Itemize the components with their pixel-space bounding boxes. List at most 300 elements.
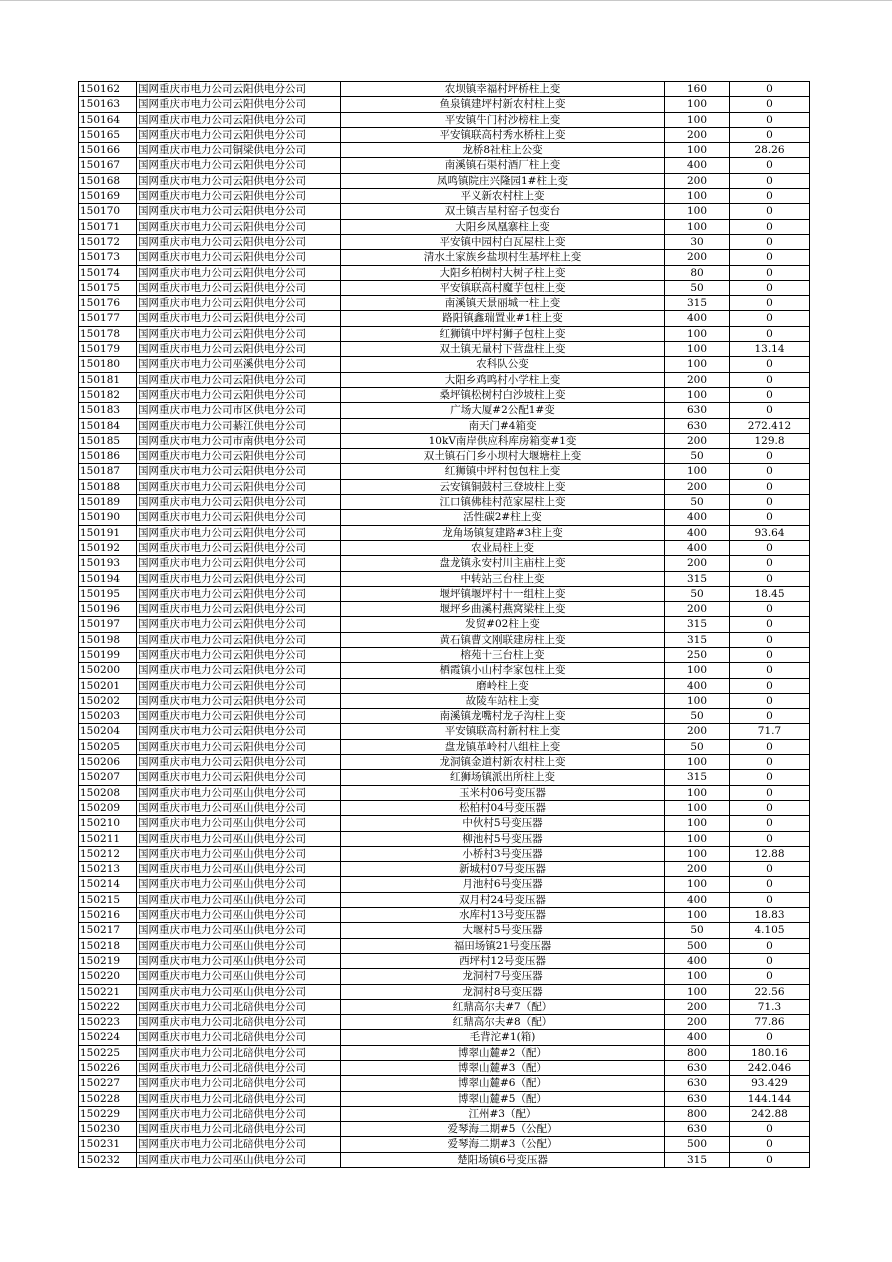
table-row [79,923,810,938]
company-cell: 国网重庆市电力公司巫山供电分公司 [137,908,341,923]
record-id-cell: 150210 [79,816,137,831]
record-id-cell: 150192 [79,540,137,555]
table-row [79,143,810,158]
value-cell: 0 [730,403,810,418]
capacity-cell: 100 [665,785,730,800]
transformer-name-cell: 西坪村12号变压器 [341,953,665,968]
record-id-cell: 150229 [79,1106,137,1121]
value-cell: 0 [730,602,810,617]
record-id-cell: 150163 [79,97,137,112]
value-cell: 0 [730,831,810,846]
value-cell: 180.16 [730,1045,810,1060]
table-row [79,1106,810,1121]
company-cell: 国网重庆市电力公司云阳供电分公司 [137,556,341,571]
company-cell: 国网重庆市电力公司市南供电分公司 [137,433,341,448]
capacity-cell: 100 [665,387,730,402]
table-row [79,678,810,693]
company-cell: 国网重庆市电力公司云阳供电分公司 [137,479,341,494]
table-row [79,984,810,999]
company-cell: 国网重庆市电力公司云阳供电分公司 [137,326,341,341]
record-id-cell: 150232 [79,1152,137,1167]
capacity-cell: 160 [665,82,730,97]
company-cell: 国网重庆市电力公司市区供电分公司 [137,403,341,418]
value-cell: 0 [730,479,810,494]
record-id-cell: 150213 [79,862,137,877]
company-cell: 国网重庆市电力公司云阳供电分公司 [137,250,341,265]
value-cell: 77.86 [730,1015,810,1030]
capacity-cell: 50 [665,495,730,510]
table-row [79,387,810,402]
record-id-cell: 150183 [79,403,137,418]
capacity-cell: 400 [665,678,730,693]
capacity-cell: 315 [665,571,730,586]
company-cell: 国网重庆市电力公司巫山供电分公司 [137,923,341,938]
table-row [79,464,810,479]
table-row [79,510,810,525]
value-cell: 0 [730,464,810,479]
value-cell: 0 [730,1152,810,1167]
transformer-name-cell: 桑坪镇松树村白沙坡柱上变 [341,387,665,402]
value-cell: 0 [730,739,810,754]
company-cell: 国网重庆市电力公司云阳供电分公司 [137,265,341,280]
company-cell: 国网重庆市电力公司巫山供电分公司 [137,953,341,968]
record-id-cell: 150209 [79,800,137,815]
transformer-name-cell: 平安镇中园村白瓦屋柱上变 [341,234,665,249]
table-row [79,724,810,739]
capacity-cell: 200 [665,556,730,571]
company-cell: 国网重庆市电力公司云阳供电分公司 [137,112,341,127]
transformer-name-cell: 故陵车站柱上变 [341,693,665,708]
value-cell: 0 [730,877,810,892]
transformer-name-cell: 发贸#02柱上变 [341,617,665,632]
table-row [79,418,810,433]
value-cell: 0 [730,540,810,555]
transformer-name-cell: 玉米村06号变压器 [341,785,665,800]
table-row [79,112,810,127]
record-id-cell: 150180 [79,357,137,372]
transformer-name-cell: 松柏村04号变压器 [341,800,665,815]
record-id-cell: 150224 [79,1030,137,1045]
transformer-name-cell: 水库村13号变压器 [341,908,665,923]
table-row [79,403,810,418]
table-row [79,617,810,632]
value-cell: 0 [730,632,810,647]
table-row [79,999,810,1014]
record-id-cell: 150172 [79,234,137,249]
capacity-cell: 800 [665,1045,730,1060]
record-id-cell: 150200 [79,663,137,678]
capacity-cell: 30 [665,234,730,249]
company-cell: 国网重庆市电力公司云阳供电分公司 [137,617,341,632]
company-cell: 国网重庆市电力公司巫山供电分公司 [137,877,341,892]
transformer-name-cell: 月池村6号变压器 [341,877,665,892]
transformer-name-cell: 大阳乡鸡鸣村小学柱上变 [341,372,665,387]
value-cell: 0 [730,189,810,204]
table-row [79,1015,810,1030]
capacity-cell: 80 [665,265,730,280]
table-row [79,357,810,372]
value-cell: 0 [730,953,810,968]
transformer-name-cell: 平安镇联高村新村柱上变 [341,724,665,739]
company-cell: 国网重庆市电力公司北碚供电分公司 [137,1122,341,1137]
transformer-name-cell: 10kV南岸供应科库房箱变#1变 [341,433,665,448]
transformer-name-cell: 盘龙镇永安村川主庙柱上变 [341,556,665,571]
company-cell: 国网重庆市电力公司云阳供电分公司 [137,82,341,97]
company-cell: 国网重庆市电力公司云阳供电分公司 [137,342,341,357]
value-cell: 272.412 [730,418,810,433]
company-cell: 国网重庆市电力公司北碚供电分公司 [137,1030,341,1045]
table-body [79,82,810,1168]
capacity-cell: 50 [665,280,730,295]
table-row [79,296,810,311]
capacity-cell: 100 [665,97,730,112]
table-row [79,938,810,953]
table-row [79,234,810,249]
company-cell: 国网重庆市电力公司云阳供电分公司 [137,158,341,173]
table-row [79,663,810,678]
value-cell: 0 [730,82,810,97]
company-cell: 国网重庆市电力公司云阳供电分公司 [137,189,341,204]
table-row [79,265,810,280]
transformer-name-cell: 毛背沱#1(箱) [341,1030,665,1045]
company-cell: 国网重庆市电力公司云阳供电分公司 [137,647,341,662]
record-id-cell: 150193 [79,556,137,571]
value-cell: 0 [730,785,810,800]
table-row [79,755,810,770]
company-cell: 国网重庆市电力公司云阳供电分公司 [137,219,341,234]
value-cell: 0 [730,311,810,326]
table-row [79,1045,810,1060]
page-top-rule [0,0,892,1]
table-row [79,1061,810,1076]
value-cell: 0 [730,296,810,311]
table-row [79,877,810,892]
capacity-cell: 400 [665,158,730,173]
transformer-name-cell: 江州#3（配） [341,1106,665,1121]
company-cell: 国网重庆市电力公司云阳供电分公司 [137,311,341,326]
capacity-cell: 400 [665,540,730,555]
table-row [79,862,810,877]
value-cell: 22.56 [730,984,810,999]
capacity-cell: 100 [665,816,730,831]
company-cell: 国网重庆市电力公司云阳供电分公司 [137,449,341,464]
transformer-name-cell: 福田场镇21号变压器 [341,938,665,953]
record-id-cell: 150185 [79,433,137,448]
capacity-cell: 200 [665,999,730,1014]
record-id-cell: 150167 [79,158,137,173]
capacity-cell: 200 [665,173,730,188]
capacity-cell: 200 [665,433,730,448]
company-cell: 国网重庆市电力公司云阳供电分公司 [137,234,341,249]
company-cell: 国网重庆市电力公司北碚供电分公司 [137,1076,341,1091]
table-row [79,709,810,724]
capacity-cell: 315 [665,632,730,647]
transformer-name-cell: 红鼎高尔夫#8（配） [341,1015,665,1030]
value-cell: 12.88 [730,846,810,861]
value-cell: 0 [730,127,810,142]
capacity-cell: 200 [665,479,730,494]
record-id-cell: 150228 [79,1091,137,1106]
transformer-name-cell: 榕苑十三台柱上变 [341,647,665,662]
company-cell: 国网重庆市电力公司綦江供电分公司 [137,418,341,433]
transformer-name-cell: 小桥村3号变压器 [341,846,665,861]
record-id-cell: 150215 [79,892,137,907]
company-cell: 国网重庆市电力公司云阳供电分公司 [137,755,341,770]
table-row [79,739,810,754]
capacity-cell: 315 [665,1152,730,1167]
capacity-cell: 400 [665,311,730,326]
company-cell: 国网重庆市电力公司云阳供电分公司 [137,173,341,188]
value-cell: 71.3 [730,999,810,1014]
transformer-name-cell: 博翠山麓#6（配） [341,1076,665,1091]
transformer-name-cell: 红狮镇中坪村狮子包柱上变 [341,326,665,341]
table-row [79,1076,810,1091]
table-row [79,311,810,326]
table-row [79,173,810,188]
table-row [79,1030,810,1045]
record-id-cell: 150216 [79,908,137,923]
transformer-name-cell: 广场大厦#2公配1#变 [341,403,665,418]
value-cell: 0 [730,862,810,877]
table-row [79,846,810,861]
table-row [79,342,810,357]
value-cell: 0 [730,326,810,341]
value-cell: 0 [730,387,810,402]
record-id-cell: 150176 [79,296,137,311]
transformer-name-cell: 中伙村5号变压器 [341,816,665,831]
record-id-cell: 150196 [79,602,137,617]
company-cell: 国网重庆市电力公司云阳供电分公司 [137,296,341,311]
capacity-cell: 630 [665,403,730,418]
value-cell: 0 [730,816,810,831]
transformer-table [78,81,810,1168]
value-cell: 0 [730,372,810,387]
company-cell: 国网重庆市电力公司云阳供电分公司 [137,464,341,479]
value-cell: 0 [730,357,810,372]
company-cell: 国网重庆市电力公司云阳供电分公司 [137,602,341,617]
value-cell: 0 [730,1137,810,1152]
company-cell: 国网重庆市电力公司铜梁供电分公司 [137,143,341,158]
company-cell: 国网重庆市电力公司巫山供电分公司 [137,969,341,984]
value-cell: 0 [730,800,810,815]
record-id-cell: 150164 [79,112,137,127]
value-cell: 18.45 [730,586,810,601]
record-id-cell: 150201 [79,678,137,693]
value-cell: 0 [730,280,810,295]
transformer-name-cell: 磨岭柱上变 [341,678,665,693]
company-cell: 国网重庆市电力公司云阳供电分公司 [137,510,341,525]
record-id-cell: 150202 [79,693,137,708]
company-cell: 国网重庆市电力公司云阳供电分公司 [137,709,341,724]
record-id-cell: 150220 [79,969,137,984]
record-id-cell: 150173 [79,250,137,265]
company-cell: 国网重庆市电力公司云阳供电分公司 [137,770,341,785]
record-id-cell: 150195 [79,586,137,601]
capacity-cell: 100 [665,831,730,846]
table-row [79,525,810,540]
value-cell: 0 [730,449,810,464]
value-cell: 0 [730,204,810,219]
company-cell: 国网重庆市电力公司云阳供电分公司 [137,540,341,555]
capacity-cell: 50 [665,739,730,754]
table-row [79,1122,810,1137]
capacity-cell: 100 [665,357,730,372]
company-cell: 国网重庆市电力公司云阳供电分公司 [137,97,341,112]
capacity-cell: 630 [665,418,730,433]
table-row [79,953,810,968]
transformer-name-cell: 南天门#4箱变 [341,418,665,433]
value-cell: 0 [730,1122,810,1137]
capacity-cell: 630 [665,1091,730,1106]
company-cell: 国网重庆市电力公司云阳供电分公司 [137,678,341,693]
record-id-cell: 150190 [79,510,137,525]
capacity-cell: 50 [665,449,730,464]
transformer-name-cell: 双月村24号变压器 [341,892,665,907]
transformer-name-cell: 南溪镇龙嘴村龙子沟柱上变 [341,709,665,724]
table-row [79,250,810,265]
capacity-cell: 400 [665,525,730,540]
company-cell: 国网重庆市电力公司北碚供电分公司 [137,1061,341,1076]
transformer-name-cell: 红狮镇中坪村包包柱上变 [341,464,665,479]
transformer-name-cell: 农业局柱上变 [341,540,665,555]
capacity-cell: 100 [665,219,730,234]
record-id-cell: 150221 [79,984,137,999]
capacity-cell: 100 [665,800,730,815]
transformer-name-cell: 堰坪镇堰坪村十一组柱上变 [341,586,665,601]
capacity-cell: 100 [665,143,730,158]
table-row [79,82,810,97]
table-row [79,479,810,494]
transformer-name-cell: 凤鸣镇院庄兴隆园1#柱上变 [341,173,665,188]
table-row [79,693,810,708]
record-id-cell: 150166 [79,143,137,158]
record-id-cell: 150199 [79,647,137,662]
record-id-cell: 150175 [79,280,137,295]
company-cell: 国网重庆市电力公司云阳供电分公司 [137,280,341,295]
capacity-cell: 200 [665,127,730,142]
company-cell: 国网重庆市电力公司巫山供电分公司 [137,846,341,861]
record-id-cell: 150162 [79,82,137,97]
record-id-cell: 150219 [79,953,137,968]
transformer-name-cell: 农坝镇幸福村坪桥柱上变 [341,82,665,97]
transformer-name-cell: 中转站三台柱上变 [341,571,665,586]
capacity-cell: 200 [665,372,730,387]
record-id-cell: 150187 [79,464,137,479]
transformer-name-cell: 南溪镇天景丽城一柱上变 [341,296,665,311]
company-cell: 国网重庆市电力公司巫山供电分公司 [137,816,341,831]
record-id-cell: 150217 [79,923,137,938]
transformer-name-cell: 龙洞镇金道村新农村柱上变 [341,755,665,770]
value-cell: 0 [730,173,810,188]
table-row [79,816,810,831]
capacity-cell: 100 [665,464,730,479]
table-row [79,204,810,219]
company-cell: 国网重庆市电力公司北碚供电分公司 [137,1106,341,1121]
value-cell: 0 [730,234,810,249]
capacity-cell: 200 [665,724,730,739]
transformer-name-cell: 大阳乡凤凰寨柱上变 [341,219,665,234]
value-cell: 0 [730,495,810,510]
company-cell: 国网重庆市电力公司云阳供电分公司 [137,663,341,678]
capacity-cell: 315 [665,617,730,632]
transformer-name-cell: 黄石镇曹文刚联建房柱上变 [341,632,665,647]
record-id-cell: 150205 [79,739,137,754]
company-cell: 国网重庆市电力公司巫山供电分公司 [137,938,341,953]
record-id-cell: 150225 [79,1045,137,1060]
capacity-cell: 50 [665,923,730,938]
company-cell: 国网重庆市电力公司云阳供电分公司 [137,739,341,754]
record-id-cell: 150208 [79,785,137,800]
transformer-name-cell: 大堰村5号变压器 [341,923,665,938]
transformer-name-cell: 柳池村5号变压器 [341,831,665,846]
capacity-cell: 400 [665,892,730,907]
table-row [79,647,810,662]
value-cell: 0 [730,969,810,984]
transformer-name-cell: 盘龙镇革岭村八组柱上变 [341,739,665,754]
company-cell: 国网重庆市电力公司云阳供电分公司 [137,204,341,219]
transformer-name-cell: 平义新农村柱上变 [341,189,665,204]
capacity-cell: 200 [665,862,730,877]
value-cell: 0 [730,97,810,112]
record-id-cell: 150182 [79,387,137,402]
capacity-cell: 315 [665,296,730,311]
company-cell: 国网重庆市电力公司北碚供电分公司 [137,999,341,1014]
transformer-name-cell: 龙角场镇复建路#3柱上变 [341,525,665,540]
value-cell: 0 [730,892,810,907]
capacity-cell: 100 [665,908,730,923]
capacity-cell: 630 [665,1076,730,1091]
record-id-cell: 150203 [79,709,137,724]
company-cell: 国网重庆市电力公司巫山供电分公司 [137,800,341,815]
record-id-cell: 150191 [79,525,137,540]
table-row [79,908,810,923]
transformer-name-cell: 双土镇石门乡小坝村大堰塘柱上变 [341,449,665,464]
transformer-name-cell: 平安镇联高村秀水桥柱上变 [341,127,665,142]
value-cell: 0 [730,938,810,953]
record-id-cell: 150223 [79,1015,137,1030]
record-id-cell: 150222 [79,999,137,1014]
capacity-cell: 100 [665,326,730,341]
capacity-cell: 100 [665,877,730,892]
record-id-cell: 150174 [79,265,137,280]
record-id-cell: 150214 [79,877,137,892]
capacity-cell: 100 [665,189,730,204]
capacity-cell: 100 [665,969,730,984]
transformer-name-cell: 博翠山麓#5（配） [341,1091,665,1106]
capacity-cell: 100 [665,204,730,219]
company-cell: 国网重庆市电力公司北碚供电分公司 [137,1137,341,1152]
value-cell: 0 [730,709,810,724]
capacity-cell: 200 [665,602,730,617]
transformer-name-cell: 农科队公变 [341,357,665,372]
company-cell: 国网重庆市电力公司云阳供电分公司 [137,693,341,708]
record-id-cell: 150186 [79,449,137,464]
value-cell: 0 [730,693,810,708]
record-id-cell: 150197 [79,617,137,632]
table-row [79,892,810,907]
table-row [79,969,810,984]
capacity-cell: 100 [665,693,730,708]
company-cell: 国网重庆市电力公司云阳供电分公司 [137,387,341,402]
value-cell: 93.429 [730,1076,810,1091]
record-id-cell: 150165 [79,127,137,142]
value-cell: 0 [730,571,810,586]
company-cell: 国网重庆市电力公司云阳供电分公司 [137,372,341,387]
transformer-name-cell: 爱琴海二期#3（公配） [341,1137,665,1152]
company-cell: 国网重庆市电力公司云阳供电分公司 [137,127,341,142]
company-cell: 国网重庆市电力公司云阳供电分公司 [137,632,341,647]
value-cell: 0 [730,158,810,173]
